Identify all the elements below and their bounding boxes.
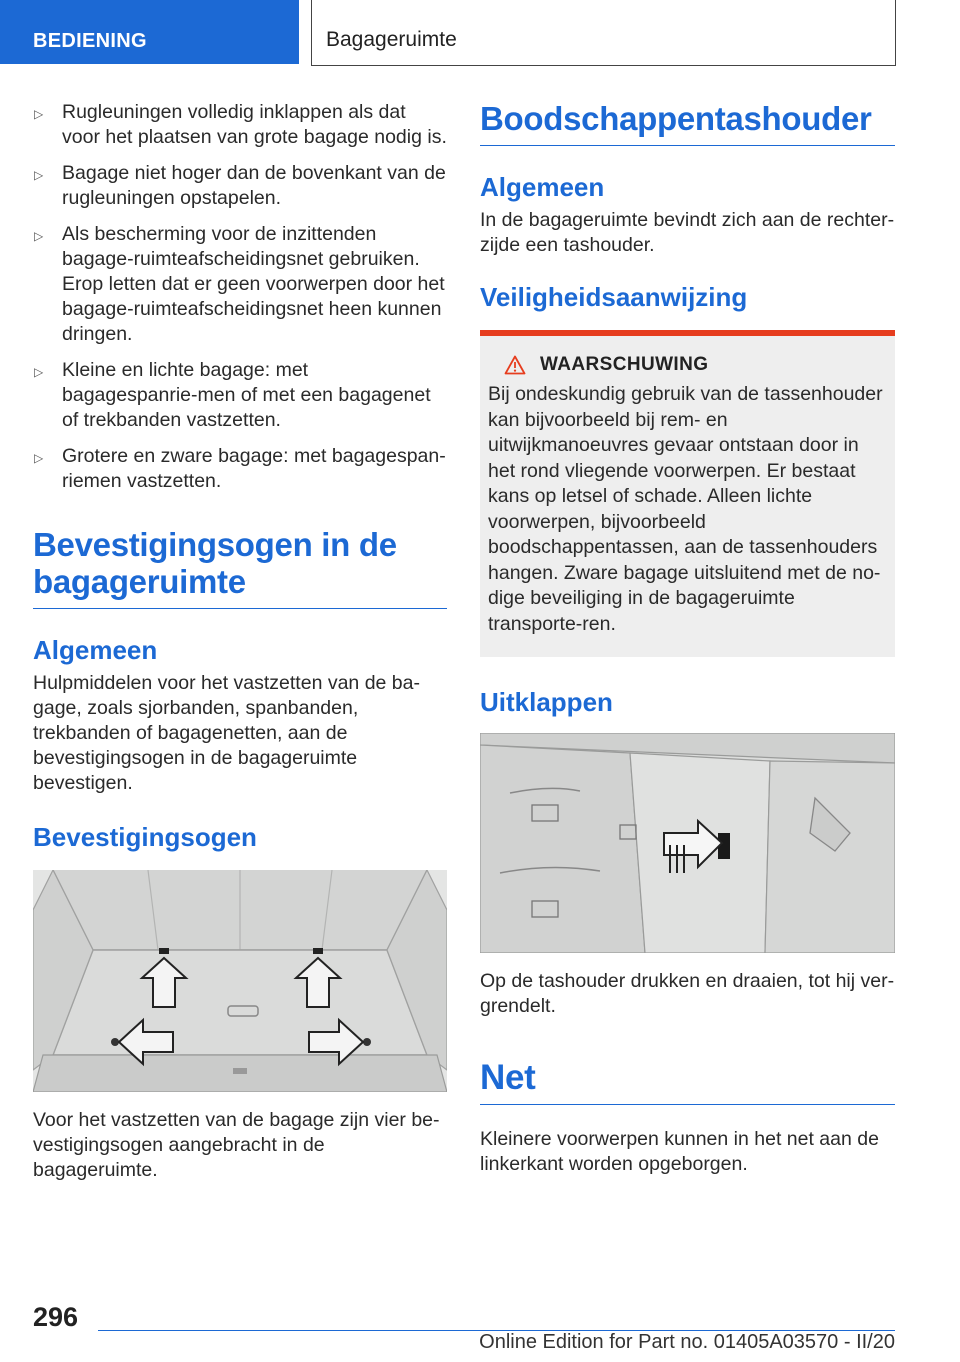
tie-down-eyes-caption: Voor het vastzetten van de bagage zijn vier be-vestigingsogen aangebracht in de bagageruimte. xyxy=(33,1109,440,1181)
cargo-area-illustration xyxy=(33,870,447,1092)
warning-text: Bij ondeskundig gebruik van de tassenhouder kan bijvoorbeeld bij rem- en uitwijkmanoeuvres gevaar ontstaan door in het rond vliegende voorwerpen. Er bestaat kans op letsel of schade. Alleen lichte voorwerpen, bijvoorbeeld boodschappentassen, aan de tassenhouders hangen. Zware bagage uitsluitend met de no-dige beveiliging in de bagageruimte transporte-ren. xyxy=(488,383,883,635)
section-title-net: Net xyxy=(480,1059,895,1105)
figure-bag-holder xyxy=(480,733,895,953)
list-item: ▷ Rugleuningen volledig inklappen als dat voor het plaatsen van grote bagage nodig is. xyxy=(34,101,447,148)
triangle-right-icon: ▷ xyxy=(34,365,44,379)
section-title-tie-downs: Bevestigingsogen in de bagageruimte xyxy=(33,526,447,609)
heading-fold-out: Uitklappen xyxy=(480,687,613,717)
list-item: ▷ Kleine en lichte bagage: met bagagespanrie-men of met een bagagenet of trekbanden vastzetten. xyxy=(34,359,431,431)
warning-header xyxy=(504,354,887,376)
right-column xyxy=(480,100,895,1177)
fold-out-caption: Op de tashouder drukken en draaien, tot hij ver-grendelt. xyxy=(480,970,895,1017)
bullet-list xyxy=(33,100,447,494)
warning-box xyxy=(480,330,895,657)
header-topic-box xyxy=(311,0,896,66)
heading-safety: Veiligheidsaanwijzing xyxy=(480,282,748,312)
page-number: 296 xyxy=(33,1302,79,1332)
list-item: ▷ Grotere en zware bagage: met bagagespan-riemen vastzetten. xyxy=(34,445,446,492)
general-text-right: In de bagageruimte bevindt zich aan de rechter-zijde een tashouder. xyxy=(480,209,895,256)
left-column xyxy=(33,100,447,1183)
triangle-right-icon: ▷ xyxy=(34,229,44,243)
bag-holder-illustration xyxy=(480,733,895,953)
list-item: ▷ Bagage niet hoger dan de bovenkant van de rugleuningen opstapelen. xyxy=(34,162,446,209)
heading-general-right: Algemeen xyxy=(480,172,605,202)
section-title-bag-holder: Boodschappentashouder xyxy=(480,100,895,146)
footer-edition-text: Online Edition for Part no. 01405A03570 - II/20 xyxy=(479,1331,895,1353)
warning-label: WAARSCHUWING xyxy=(540,354,709,375)
heading-tie-down-eyes: Bevestigingsogen xyxy=(33,822,257,852)
net-text: Kleinere voorwerpen kunnen in het net aan de linkerkant worden opgeborgen. xyxy=(480,1128,879,1175)
general-text-left: Hulpmiddelen voor het vastzetten van de ba-gage, zoals sjorbanden, spanbanden, trekbanden of bagagenetten, aan de bevestigingsogen in de bagageruimte bevestigen. xyxy=(33,672,420,794)
list-item: ▷ Als bescherming voor de inzittenden bagage-ruimteafscheidingsnet gebruiken. Erop letten dat er geen voorwerpen door het bagage-ruimteafscheidingsnet heen kunnen dringen. xyxy=(34,223,445,345)
triangle-right-icon: ▷ xyxy=(34,107,44,121)
heading-general-left: Algemeen xyxy=(33,635,158,665)
header-topic-label: Bagageruimte xyxy=(326,28,457,51)
figure-cargo-area xyxy=(33,870,447,1092)
triangle-right-icon: ▷ xyxy=(34,451,44,465)
triangle-right-icon: ▷ xyxy=(34,168,44,182)
header-section-tab xyxy=(0,0,299,64)
header-section-label: BEDIENING xyxy=(33,30,147,52)
warning-triangle-icon xyxy=(504,355,526,375)
